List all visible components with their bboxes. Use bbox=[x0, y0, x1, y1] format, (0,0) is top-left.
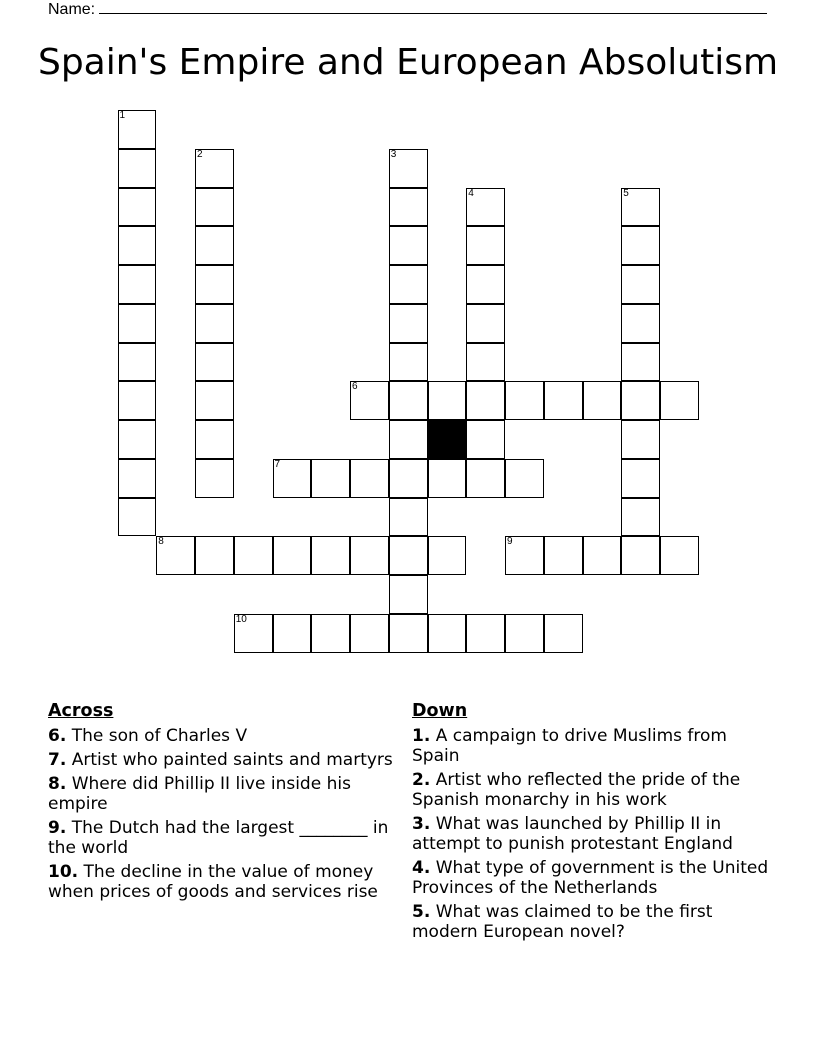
crossword-cell[interactable] bbox=[621, 188, 660, 227]
clue-number-label: 4 bbox=[468, 187, 474, 199]
clue-down-5 bbox=[412, 902, 772, 942]
clue-number: 3. bbox=[412, 814, 431, 834]
crossword-cell[interactable] bbox=[311, 536, 350, 575]
crossword-cell[interactable] bbox=[389, 265, 428, 304]
clue-number: 4. bbox=[412, 858, 431, 878]
clue-number-label: 5 bbox=[623, 187, 629, 199]
crossword-cell[interactable] bbox=[621, 226, 660, 265]
crossword-cell[interactable] bbox=[466, 459, 505, 498]
crossword-cell[interactable] bbox=[195, 459, 234, 498]
crossword-cell[interactable] bbox=[195, 343, 234, 382]
clue-number: 1. bbox=[412, 726, 431, 746]
clue-down-3 bbox=[412, 814, 772, 854]
clue-down-4 bbox=[412, 858, 772, 898]
crossword-cell[interactable] bbox=[544, 536, 583, 575]
crossword-cell[interactable] bbox=[428, 459, 467, 498]
crossword-cell[interactable] bbox=[195, 304, 234, 343]
clue-number-label: 10 bbox=[235, 613, 247, 625]
clue-number-label: 9 bbox=[507, 536, 513, 548]
crossword-cell[interactable] bbox=[118, 226, 157, 265]
clue-number: 10. bbox=[48, 862, 79, 882]
crossword-cell[interactable] bbox=[273, 614, 312, 653]
crossword-cell[interactable] bbox=[350, 381, 389, 420]
crossword-cell[interactable] bbox=[234, 536, 273, 575]
crossword-cell[interactable] bbox=[621, 265, 660, 304]
clue-number-label: 3 bbox=[390, 148, 397, 160]
clue-text: What was claimed to be the first modern European novel? bbox=[412, 902, 713, 942]
crossword-cell[interactable] bbox=[118, 381, 157, 420]
clue-number: 8. bbox=[48, 774, 67, 794]
crossword-cell[interactable] bbox=[350, 614, 389, 653]
crossword-cell[interactable] bbox=[466, 614, 505, 653]
clue-across-10 bbox=[48, 862, 400, 902]
crossword-cell[interactable] bbox=[505, 614, 544, 653]
crossword-cell[interactable] bbox=[389, 226, 428, 265]
clue-number-label: 6 bbox=[352, 381, 358, 393]
crossword-cell[interactable] bbox=[544, 614, 583, 653]
crossword-cell[interactable] bbox=[660, 536, 699, 575]
crossword-cell[interactable] bbox=[350, 459, 389, 498]
crossword-cell[interactable] bbox=[234, 614, 273, 653]
page-title: Spain's Empire and European Absolutism bbox=[37, 42, 779, 83]
clue-text: The Dutch had the largest ________ in the world bbox=[48, 818, 389, 858]
crossword-cell[interactable] bbox=[118, 188, 157, 227]
crossword-cell[interactable] bbox=[195, 265, 234, 304]
clue-text: A campaign to drive Muslims from Spain bbox=[412, 726, 727, 766]
crossword-cell[interactable] bbox=[466, 420, 505, 459]
crossword-cell[interactable] bbox=[621, 420, 660, 459]
crossword-cell[interactable] bbox=[350, 536, 389, 575]
crossword-cell[interactable] bbox=[466, 265, 505, 304]
crossword-cell[interactable] bbox=[428, 381, 467, 420]
crossword-cell[interactable] bbox=[118, 459, 157, 498]
crossword-cell[interactable] bbox=[311, 614, 350, 653]
clue-number: 5. bbox=[412, 902, 431, 922]
crossword-cell[interactable] bbox=[389, 188, 428, 227]
crossword-cell[interactable] bbox=[505, 381, 544, 420]
crossword-cell[interactable] bbox=[389, 614, 428, 653]
crossword-cell[interactable] bbox=[621, 304, 660, 343]
crossword-cell[interactable] bbox=[389, 575, 428, 614]
across-heading: Across bbox=[48, 701, 114, 721]
down-heading: Down bbox=[412, 701, 468, 721]
crossword-cell[interactable] bbox=[156, 536, 195, 575]
clue-across-9 bbox=[48, 818, 400, 858]
clue-number-label: 8 bbox=[158, 536, 164, 548]
crossword-cell[interactable] bbox=[311, 459, 350, 498]
crossword-cell[interactable] bbox=[389, 536, 428, 575]
clue-number: 7. bbox=[48, 750, 67, 770]
crossword-cell[interactable] bbox=[195, 226, 234, 265]
crossword-cell[interactable] bbox=[621, 498, 660, 537]
crossword-cell[interactable] bbox=[195, 420, 234, 459]
crossword-cell[interactable] bbox=[660, 381, 699, 420]
crossword-cell[interactable] bbox=[389, 420, 428, 459]
crossword-cell[interactable] bbox=[273, 536, 312, 575]
clue-text: Artist who reflected the pride of the Spanish monarchy in his work bbox=[412, 770, 741, 810]
clue-number: 6. bbox=[48, 726, 67, 746]
crossword-cell[interactable] bbox=[428, 614, 467, 653]
crossword-cell[interactable] bbox=[118, 149, 157, 188]
crossword-cell[interactable] bbox=[195, 536, 234, 575]
crossword-cell[interactable] bbox=[389, 343, 428, 382]
crossword-cell[interactable] bbox=[466, 226, 505, 265]
clue-number-label: 2 bbox=[197, 148, 203, 160]
crossword-cell[interactable] bbox=[118, 110, 157, 149]
crossword-cell[interactable] bbox=[118, 498, 157, 537]
crossword-cell[interactable] bbox=[118, 265, 157, 304]
crossword-cell[interactable] bbox=[118, 343, 157, 382]
black-cell bbox=[428, 420, 467, 459]
crossword-cell[interactable] bbox=[583, 536, 622, 575]
crossword-cell[interactable] bbox=[389, 381, 428, 420]
crossword-cell[interactable] bbox=[195, 381, 234, 420]
crossword-cell[interactable] bbox=[466, 343, 505, 382]
crossword-cell[interactable] bbox=[621, 459, 660, 498]
clue-text: Artist who painted saints and martyrs bbox=[71, 750, 393, 770]
crossword-cell[interactable] bbox=[466, 188, 505, 227]
crossword-cell[interactable] bbox=[583, 381, 622, 420]
crossword-cell[interactable] bbox=[389, 498, 428, 537]
clue-across-7 bbox=[48, 750, 400, 770]
clue-across-6 bbox=[48, 726, 400, 746]
crossword-cell[interactable] bbox=[544, 381, 583, 420]
crossword-cell[interactable] bbox=[195, 149, 234, 188]
down-clues bbox=[412, 700, 772, 946]
clue-text: What was launched by Phillip II in attempt to punish protestant England bbox=[412, 814, 733, 854]
crossword-cell[interactable] bbox=[466, 304, 505, 343]
crossword-cell[interactable] bbox=[505, 536, 544, 575]
crossword-cell[interactable] bbox=[273, 459, 312, 498]
name-label: Name: bbox=[48, 1, 96, 18]
crossword-cell[interactable] bbox=[621, 381, 660, 420]
clue-number-label: 7 bbox=[274, 458, 281, 470]
crossword-cell[interactable] bbox=[466, 381, 505, 420]
clue-number: 2. bbox=[412, 770, 431, 790]
clue-down-2 bbox=[412, 770, 772, 810]
clue-text: The decline in the value of money when prices of goods and services rise bbox=[48, 862, 378, 902]
clue-text: What type of government is the United Provinces of the Netherlands bbox=[412, 858, 769, 898]
crossword-cell[interactable] bbox=[118, 420, 157, 459]
clue-down-1 bbox=[412, 726, 772, 766]
crossword-cell[interactable] bbox=[505, 459, 544, 498]
crossword-cell[interactable] bbox=[389, 149, 428, 188]
crossword-cell[interactable] bbox=[118, 304, 157, 343]
crossword-cell[interactable] bbox=[389, 304, 428, 343]
crossword-cell[interactable] bbox=[621, 343, 660, 382]
clue-number-label: 1 bbox=[119, 110, 126, 121]
clue-across-8 bbox=[48, 774, 400, 814]
crossword-cell[interactable] bbox=[195, 188, 234, 227]
across-clues bbox=[48, 700, 400, 906]
clue-text: The son of Charles V bbox=[71, 726, 248, 746]
crossword-cell[interactable] bbox=[621, 536, 660, 575]
clue-number: 9. bbox=[48, 818, 67, 838]
crossword-cell[interactable] bbox=[389, 459, 428, 498]
crossword-cell[interactable] bbox=[428, 536, 467, 575]
clue-text: Where did Phillip II live inside his empire bbox=[48, 774, 351, 814]
